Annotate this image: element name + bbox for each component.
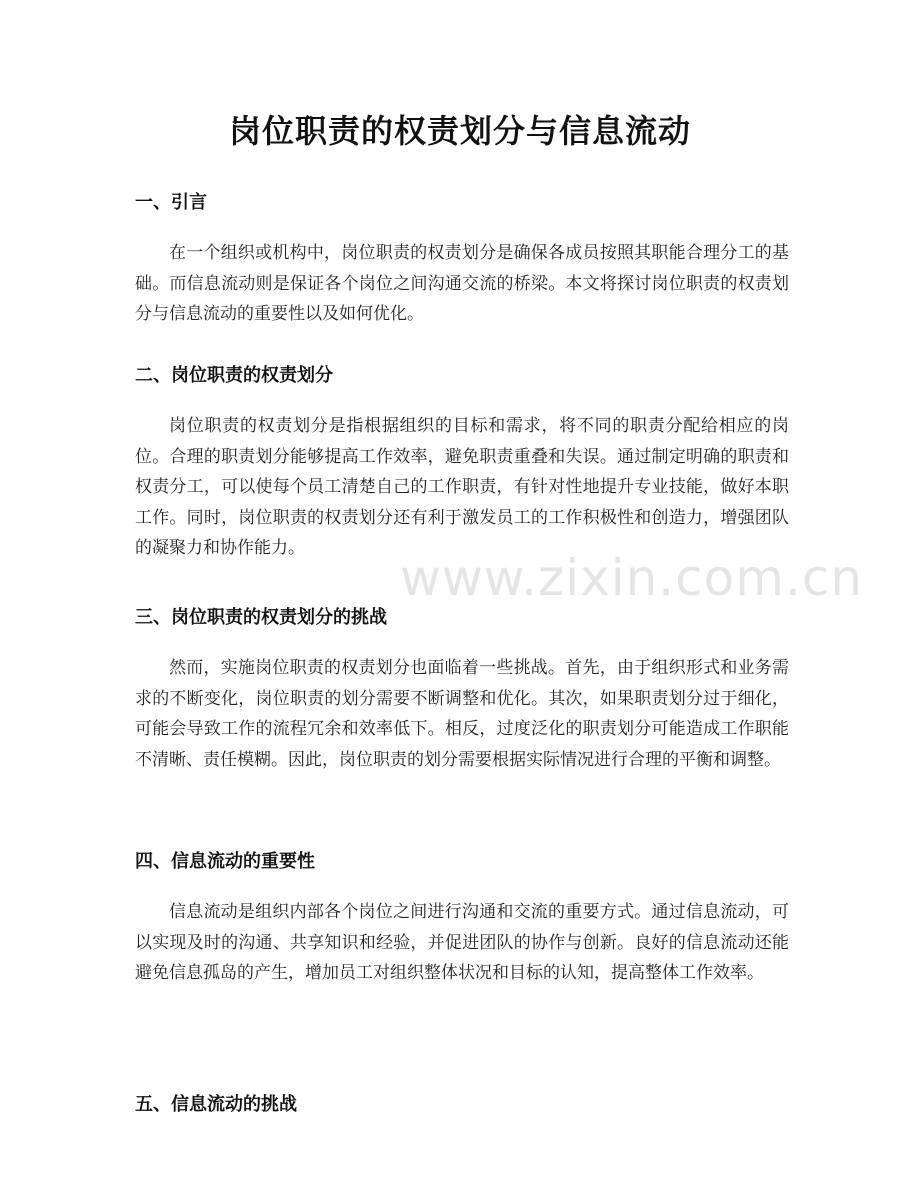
section-heading: 四、信息流动的重要性: [135, 851, 315, 872]
section-paragraph: 然而，实施岗位职责的权责划分也面临着一些挑战。首先，由于组织形式和业务需求的不断变化，岗位职责的划分需要不断调整和优化。其次，如果职责划分过于细化，可能会导致工作的流程冗余和效率低下。相反，过度泛化的职责划分可能造成工作职能不清晰、责任模糊。因此，岗位职责的划分需要根据实际情况进行合理的平衡和调整。: [135, 658, 789, 770]
section-heading: 一、引言: [135, 192, 207, 213]
watermark-text: www.zixin.com.cn: [400, 549, 864, 607]
section-heading: 二、岗位职责的权责划分: [135, 365, 333, 386]
section-heading: 三、岗位职责的权责划分的挑战: [135, 607, 387, 628]
document-title: 岗位职责的权责划分与信息流动: [228, 112, 691, 150]
section-responsibility-division: [135, 363, 789, 564]
section-introduction: [135, 190, 789, 330]
section-paragraph: 信息流动是组织内部各个岗位之间进行沟通和交流的重要方式。通过信息流动，可以实现及时的沟通、共享知识和经验，并促进团队的协作与创新。良好的信息流动还能避免信息孤岛的产生，增加员工对组织整体状况和目标的认知，提高整体工作效率。: [135, 902, 789, 983]
section-information-flow-challenges: [135, 1092, 789, 1118]
section-division-challenges: [135, 605, 789, 775]
section-paragraph: 在一个组织或机构中，岗位职责的权责划分是确保各成员按照其职能合理分工的基础。而信息流动则是保证各个岗位之间沟通交流的桥梁。本文将探讨岗位职责的权责划分与信息流动的重要性以及如何优化。: [135, 243, 789, 324]
section-heading: 五、信息流动的挑战: [135, 1094, 297, 1115]
section-paragraph: 岗位职责的权责划分是指根据组织的目标和需求，将不同的职责分配给相应的岗位。合理的职责划分能够提高工作效率，避免职责重叠和失误。通过制定明确的职责和权责分工，可以使每个员工清楚自己的工作职责，有针对性地提升专业技能，做好本职工作。同时，岗位职责的权责划分还有利于激发员工的工作积极性和创造力，增强团队的凝聚力和协作能力。: [135, 416, 789, 558]
section-information-flow-importance: [135, 849, 789, 989]
